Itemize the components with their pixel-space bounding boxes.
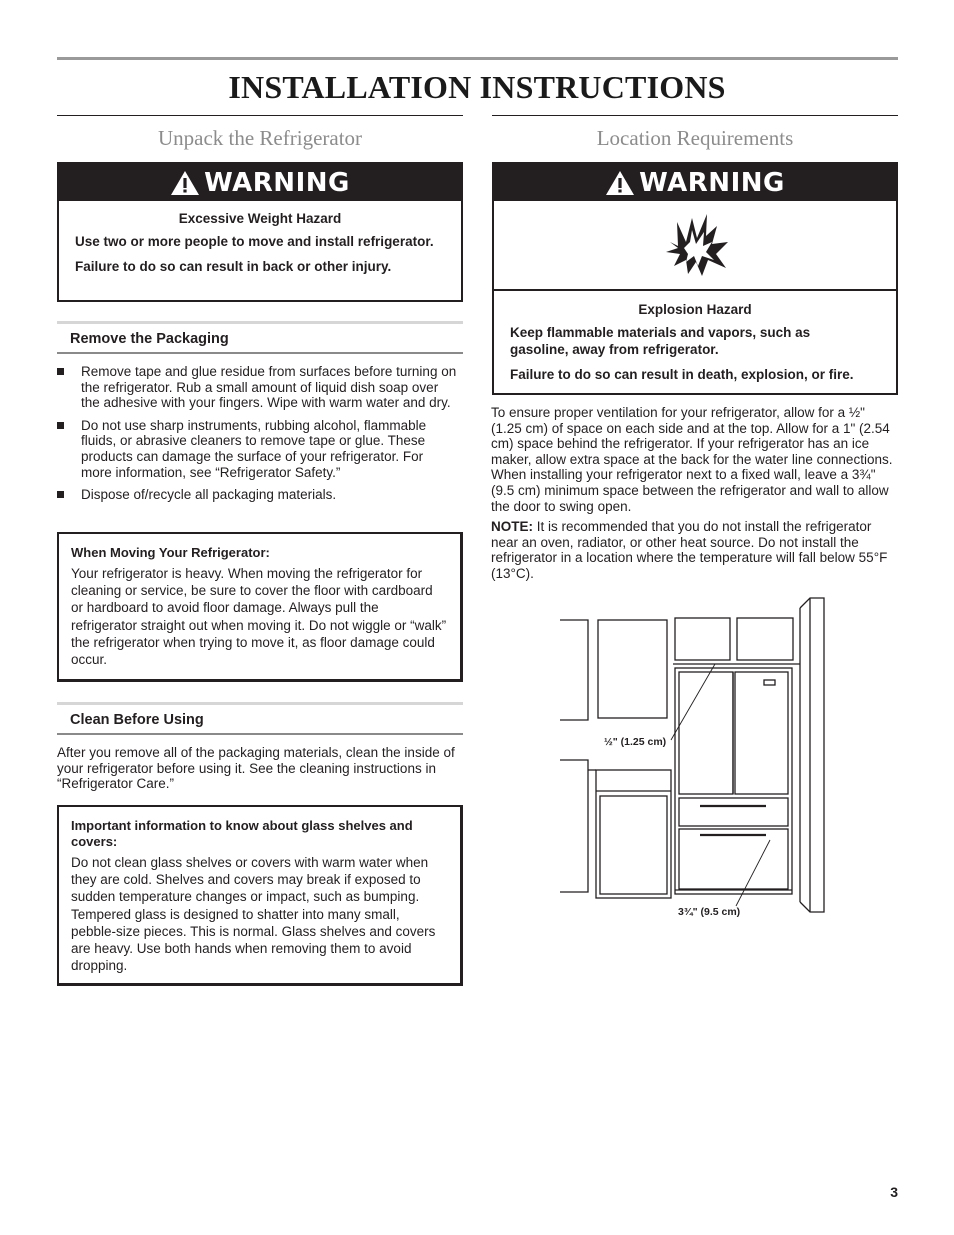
ventilation-paragraph: To ensure proper ventilation for your refrigerator, allow for a ½" (1.25 cm) of space on each side and at the top. Allow for a 1" (2.54 cm) space behind the refrigerator. If your refrigerator has an ice maker, allow extra space at the back for the water line connections. When installing your refrigerator next to a fixed wall, leave a 3¾" (9.5 cm) minimum space between the refrigerator and wall to allow the door to swing open. bbox=[491, 405, 893, 514]
moving-note-title: When Moving Your Refrigerator: bbox=[71, 545, 270, 560]
warning-hazard-title: Excessive Weight Hazard bbox=[178, 211, 342, 226]
remove-packaging-heading bbox=[57, 321, 463, 354]
packaging-bullet-list bbox=[57, 364, 457, 510]
refrigerator-clearance-diagram bbox=[540, 592, 860, 922]
warning-hazard-title: Explosion Hazard bbox=[638, 302, 752, 317]
warning-label: WARNING bbox=[639, 167, 785, 198]
glass-note-box bbox=[57, 805, 463, 986]
list-item: Do not use sharp instruments, rubbing alcohol, flammable fluids, or abrasive cleaners to remove tape or glue. These products can damage the surface of your refrigerator. For more information, see “Refrigerator Safety.” bbox=[57, 418, 457, 480]
warning-triangle-icon bbox=[170, 170, 200, 196]
moving-note-box bbox=[57, 532, 463, 682]
left-section-rule bbox=[57, 115, 463, 116]
warning-banner bbox=[494, 164, 896, 201]
moving-note-body: Your refrigerator is heavy. When moving the refrigerator for cleaning or service, be sure to cover the floor with cardboard or hardboard to avoid floor damage. Always pull the refrigerator straight out when moving it. Do not wiggle or “walk” the refrigerator when trying to move it, as floor damage could occur. bbox=[71, 566, 447, 668]
remove-packaging-heading-text: Remove the Packaging bbox=[70, 331, 229, 347]
right-section-rule bbox=[492, 115, 898, 116]
note-text: It is recommended that you do not install the refrigerator near an oven, radiator, or other heat source. Do not install the refrigerator in a location where the temperature will fall below 55°F (13°C). bbox=[491, 519, 888, 581]
glass-note-title: Important information to know about glass shelves and covers: bbox=[71, 818, 413, 849]
glass-note-body: Do not clean glass shelves or covers with warm water when they are cold. Shelves and covers may break if exposed to sudden temperature changes or impact, such as bumping. Tempered glass is designed to shatter into many small, pebble-size pieces. This is normal. Glass shelves and covers are heavy. Use both hands when removing them to avoid dropping. bbox=[71, 855, 436, 974]
page-title: INSTALLATION INSTRUCTIONS bbox=[228, 69, 726, 105]
page-number: 3 bbox=[890, 1184, 898, 1200]
explosion-icon bbox=[662, 212, 734, 276]
warning-text-1: Use two or more people to move and install refrigerator. bbox=[75, 234, 434, 249]
warning-text-2: Failure to do so can result in back or other injury. bbox=[75, 259, 392, 274]
warning-text-2: Failure to do so can result in death, explosion, or fire. bbox=[510, 367, 854, 382]
side-clearance-label: ½" (1.25 cm) bbox=[604, 736, 667, 748]
note-label: NOTE: bbox=[491, 519, 533, 534]
explosion-icon-panel bbox=[494, 201, 896, 291]
note-paragraph bbox=[491, 519, 897, 581]
section-title-unpack: Unpack the Refrigerator bbox=[157, 126, 363, 150]
warning-banner bbox=[59, 164, 461, 201]
list-item: Remove tape and glue residue from surfaces before turning on the refrigerator. Rub a small amount of liquid dish soap over the adhesive with your fingers. Wipe with warm water and dry. bbox=[57, 364, 457, 411]
top-rule bbox=[57, 57, 898, 60]
warning-text-1: Keep flammable materials and vapors, such as gasoline, away from refrigerator. bbox=[510, 325, 811, 357]
weight-warning-box bbox=[57, 162, 463, 302]
wall-clearance-label: 3¾" (9.5 cm) bbox=[678, 906, 741, 918]
clean-before-using-heading bbox=[57, 702, 463, 735]
warning-triangle-icon bbox=[605, 170, 635, 196]
section-title-location: Location Requirements bbox=[596, 126, 794, 150]
clean-heading-text: Clean Before Using bbox=[70, 712, 204, 728]
list-item: Dispose of/recycle all packaging materials. bbox=[57, 487, 457, 503]
explosion-warning-box bbox=[492, 162, 898, 395]
warning-label: WARNING bbox=[204, 167, 350, 198]
clean-before-using-text: After you remove all of the packaging materials, clean the inside of your refrigerator before using it. See the cleaning instructions in “Refrigerator Care.” bbox=[57, 745, 455, 792]
